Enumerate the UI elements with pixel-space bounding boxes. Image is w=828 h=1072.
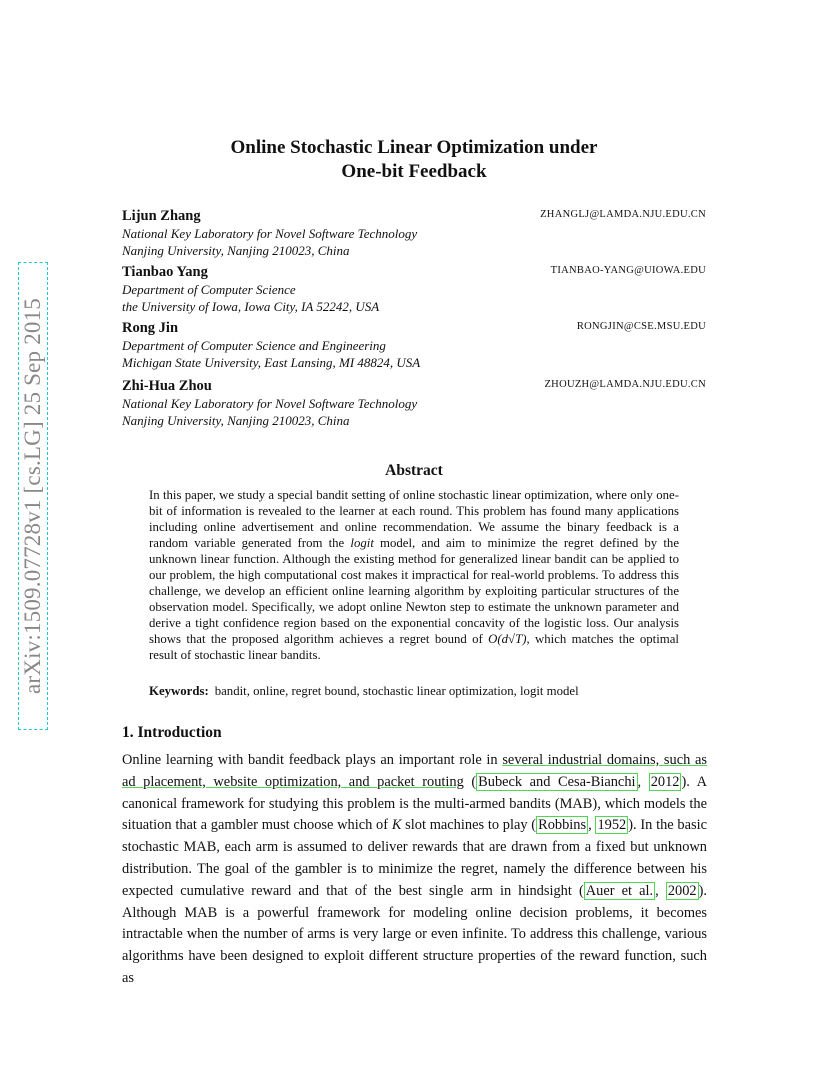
title-line-2: One-bit Feedback [341, 161, 487, 182]
author-block-4 [122, 377, 706, 429]
intro-text: , [637, 773, 649, 790]
intro-text: ). Although MAB is a powerful framework for modeling online decision problems, it becomes intractable when the number of arms is very large or even infinite. To address this challenge, various algorithms have been designed to exploit different structure properties of the reward function, such as [122, 882, 707, 986]
intro-text: ). A canonical framework for studying this problem is the multi-armed bandits (MAB), which models the situation that a gambler must choose which of [122, 773, 708, 834]
arxiv-id: arXiv:1509.07728v1 [cs.LG] 25 Sep 2015 [20, 298, 45, 694]
author-email[interactable]: ZHANGLJ@LAMDA.NJU.EDU.CN [540, 209, 706, 220]
arxiv-stamp[interactable] [18, 262, 48, 730]
author-affiliation: Department of Computer Science and Engineering [122, 338, 386, 353]
citation-year-link[interactable]: 2002 [667, 882, 697, 899]
paper-title [0, 136, 828, 184]
author-block-3 [122, 319, 706, 371]
author-affiliation: Nanjing University, Nanjing 210023, China [122, 243, 350, 258]
author-affiliation: Michigan State University, East Lansing, MI 48824, USA [122, 355, 421, 370]
intro-text: , [588, 817, 596, 834]
highlighted-link[interactable]: several industrial domains, such as ad placement, website optimization, and packet routing [122, 752, 707, 790]
intro-text: , [655, 882, 666, 899]
author-name: Tianbao Yang [122, 264, 208, 280]
abstract-part: In this paper, we study a special bandit setting of online stochastic linear optimization, where only one-bit of information is revealed to the learner at each round. This problem has found many applications including online advertisement and online recommendation. We assume the binary feedback is a random variable generated from the [149, 488, 679, 550]
author-affiliation: National Key Laboratory for Novel Software Technology [122, 396, 418, 411]
intro-text: Online learning with bandit feedback plays an important role in [122, 752, 503, 768]
math-k: K [391, 817, 402, 834]
citation-link[interactable]: Bubeck and Cesa-Bianchi [478, 773, 636, 790]
intro-text: ). In the basic stochastic MAB, each arm is assumed to deliver rewards that are drawn from a fixed but unknown distribution. The goal of the gambler is to minimize the regret, namely the difference between his expected cumulative reward and that of the best single arm in hindsight ( [122, 817, 708, 899]
author-block-1 [122, 207, 706, 259]
section-heading-introduction: 1. Introduction [122, 724, 222, 741]
keywords [149, 683, 679, 699]
author-name: Rong Jin [122, 320, 179, 336]
author-affiliation: National Key Laboratory for Novel Software Technology [122, 226, 418, 241]
abstract-logit: logit [350, 536, 374, 550]
author-name: Zhi-Hua Zhou [122, 378, 212, 394]
author-affiliation: the University of Iowa, Iowa City, IA 52242, USA [122, 299, 380, 314]
regret-bound-formula: O(d√T) [488, 632, 527, 646]
author-affiliation: Department of Computer Science [122, 282, 296, 297]
citation-year-link[interactable]: 1952 [597, 817, 627, 834]
intro-text: slot machines to play ( [401, 817, 537, 834]
citation-year-link[interactable]: 2012 [650, 773, 680, 790]
citation-link[interactable]: Robbins [538, 817, 587, 834]
abstract-part: model, and aim to minimize the regret defined by the unknown linear function. Although the existing method for generalized linear bandit can be applied to our problem, the high computational cost makes it impractical for real-world problems. To address this challenge, we develop an efficient online learning algorithm by exploiting particular structures of the observation model. Specifically, we adopt online Newton step to estimate the unknown parameter and derive a tight confidence region based on the exponential concavity of the logistic loss. Our analysis shows that the proposed algorithm achieves a regret bound of [149, 536, 679, 646]
author-name: Lijun Zhang [122, 208, 201, 224]
title-line-1: Online Stochastic Linear Optimization under [230, 137, 598, 158]
citation-link[interactable]: Auer et al. [585, 882, 654, 899]
abstract-text [149, 487, 679, 663]
author-affiliation: Nanjing University, Nanjing 210023, China [122, 413, 350, 428]
abstract-heading: Abstract [385, 462, 443, 479]
abstract-part: , which matches the optimal result of stochastic linear bandits. [149, 632, 679, 662]
introduction-text [122, 750, 707, 990]
keywords-text: bandit, online, regret bound, stochastic linear optimization, logit model [214, 684, 579, 698]
keywords-label: Keywords: [149, 684, 209, 698]
author-email[interactable]: RONGJIN@CSE.MSU.EDU [576, 321, 706, 332]
author-block-2 [122, 263, 706, 315]
author-email[interactable]: TIANBAO-YANG@UIOWA.EDU [550, 265, 706, 276]
intro-text: ( [463, 773, 477, 790]
author-email[interactable]: ZHOUZH@LAMDA.NJU.EDU.CN [544, 379, 706, 390]
